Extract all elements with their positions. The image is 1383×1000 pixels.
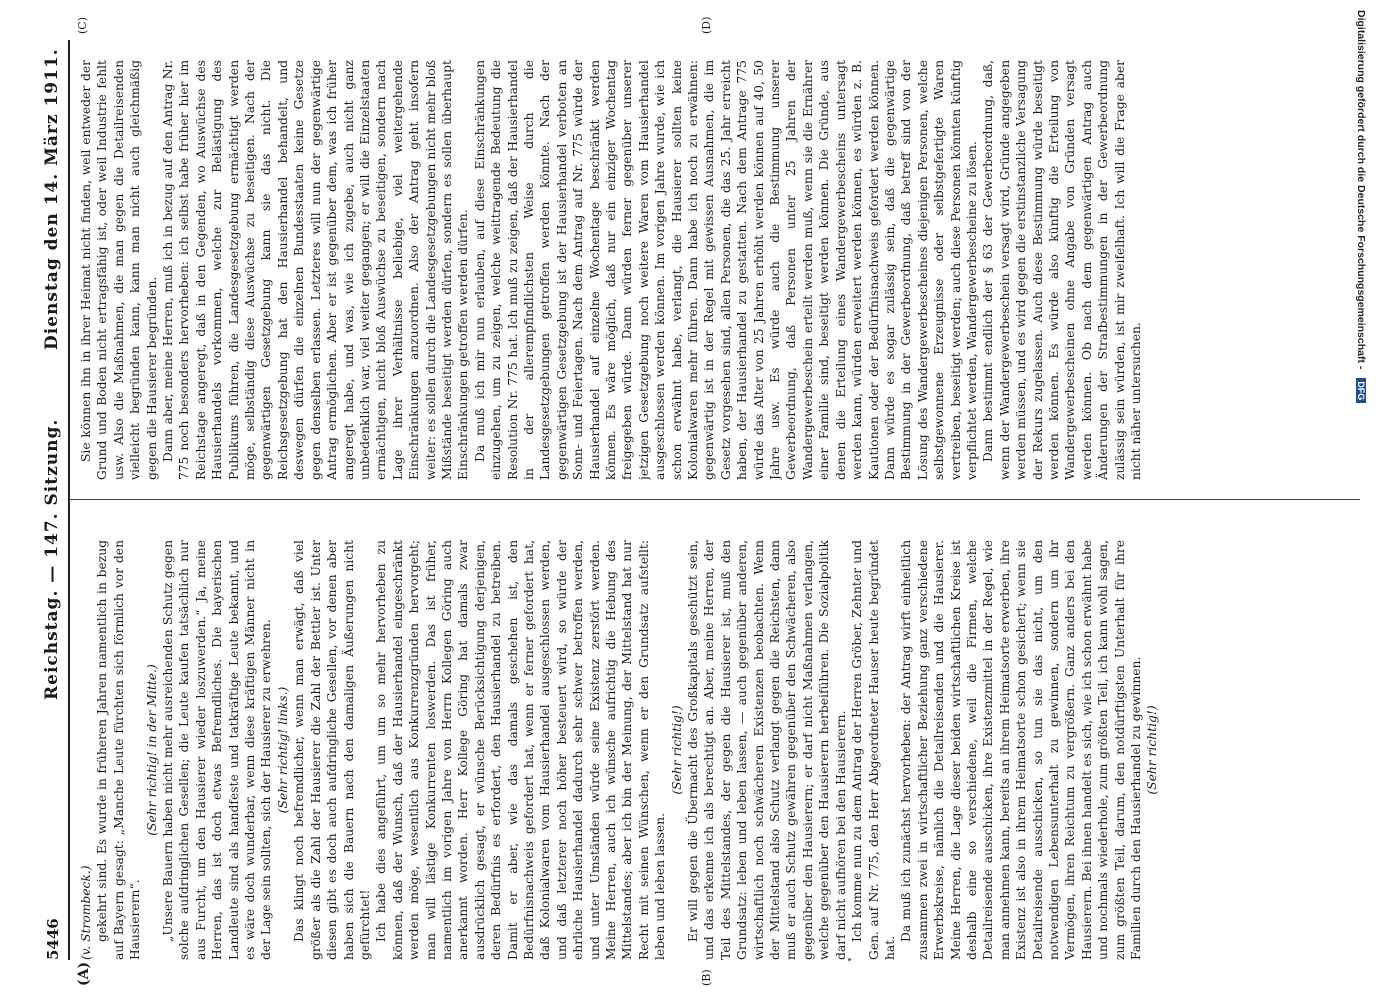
left-paragraph: Ich habe dies angeführt, um um so mehr hervorheben zu können, daß der Wunsch, daß der Hausierhandel eingeschränkt werden möge, wesentlich aus Konkurrenzgründen hervorgeht; man will lästige Konkurrenten loswerden. Das ist früher, namentlich im vorigen Jahre von Herrn Kollegen Göring auch anerkannt worden. Herr Kollege Göring hat damals zwar ausdrücklich gesagt, er wünsche Berücksichtigung derjenigen, deren Bedürfnis es erfordert, den Hausierhandel zu betreiben. Damit er aber, wie das damals geschehen ist, den Bedürfnisnachweis gefordert hat, wenn er ferner gefordert hat, daß Kolonialwaren vom Hausierhandel ausgeschlossen werden, und daß letzterer noch höher besteuert wird, so würde der ehrliche Hausierhandel dadurch sehr schwer betroffen werden, und unter Umständen würde seine Existenz zerstört werden. Meine Herren, auch ich wünsche aufrichtig die Hebung des Mittelstandes; aber ich bin der Meinung, der Mittelstand hat nur Recht mit seinen Wünschen, wenn er den Grundsatz aufstellt: leben und leben lassen. xyxy=(374,540,668,960)
header-rule xyxy=(68,40,70,960)
left-paragraph: Da muß ich zunächst hervorheben: der Antrag wirft einheitlich zusammen zwei in wirtschaftlicher Beziehung ganz verschiedene Erwerbskreise, nämlich die Detailreisenden und die Hausierer. Meine Herren, die Lage dieser beiden wirtschaftlichen Kreise ist deshalb eine so verschiedene, weil die Firmen, welche Detailreisende ausschicken, ihre Existenzmittel in der Regel, wie man annehmen kann, bereits an ihrem Heimatsorte erwerben, ihre Existenz ist also in ihrem Heimatsorte schon gesichert; wenn sie Detailreisende ausschicken, so tun sie das nicht, um den notwendigen Lebensunterhalt zu gewinnen, sondern um ihr Vermögen, ihren Reichtum zu vergrößern. Ganz anders bei den Hausierern. Bei ihnen handelt es sich, wie ich schon erwähnt habe und nochmals wiederhole, zum größten Teil, ich kann wohl sagen, zum größten Teil, darum, den notdürftigsten Unterhalt für ihre Familien durch den Hausierhandel zu gewinnen. xyxy=(899,540,1143,960)
left-paragraph: Das klingt noch befremdlicher, wenn man erwägt, daß viel größer als die Zahl der Hausierer die Zahl der Bettler ist. Unter diesen gibt es doch auch aufdringliche Gesellen, vor denen aber haben sich die Bauern nach den damaligen Äußerungen nicht gefürchtet! xyxy=(292,540,372,960)
interjection: (Sehr richtig!) xyxy=(1145,705,1160,795)
speaker-label: (v. Strombeck.) xyxy=(79,865,93,960)
right-paragraph: Dann aber, meine Herren, muß ich in bezug auf den Antrag Nr. 775 noch besonders hervorheben: ich selbst habe früher hier im Reichstage angeregt, daß in den Gegenden, wo Auswüchse des Hausierhandels vorkommen, welche zur Belästigung des Publikums führen, die Landesgesetzgebung ermächtigt werden möge, selbständig diese Auswüchse zu beseitigen. Nach der gegenwärtigen Gesetzgebung kann sie das nicht. Die Reichsgesetzgebung hat den Hausierhandel behandelt, und deswegen dürfen die einzelnen Bundesstaaten keine Gesetze gegen denselben erlassen. Letzteres will nun der gegenwärtige Antrag ermöglichen. Aber er ist gegenüber dem, was ich früher angeregt habe, und was, wie ich zugebe, auch nicht ganz unbedenklich war, viel weiter gegangen; er will die Einzelstaaten ermächtigen, nicht bloß Auswüchse zu beseitigen, sondern nach Lage ihrer Verhältnisse beliebige, viel weitergehende Einschränkungen anzuordnen. Also der Antrag geht insofern weiter: es sollen durch die Landesgesetzgebungen nicht mehr bloß Mißstände beseitigt werden dürfen, sondern es sollen überhaupt Einschränkungen getroffen werden dürfen. xyxy=(161,60,471,480)
left-paragraph: gekehrt sind. Es wurde in früheren Jahren namentlich in bezug auf Bayern gesagt: „Manche Leute fürchten sich förmlich vor den Hausierern“. xyxy=(95,540,143,960)
margin-marker-d: (D) xyxy=(700,16,713,34)
margin-marker-c: (C) xyxy=(76,17,89,34)
digitization-text: Digitalisierung gefördert durch die Deutsche Forschungsgemeinschaft - xyxy=(1355,10,1367,370)
interjection: (Sehr richtig! in der Mitte.) xyxy=(144,664,159,836)
left-column xyxy=(78,540,1348,960)
scan-speck xyxy=(848,958,851,961)
left-paragraph: Ich komme nun zu dem Antrag der Herren Gröber, Zehnter und Gen. auf Nr. 775, den Herr Abgeordneter Hauser heute begründet hat. xyxy=(850,540,897,960)
left-paragraph: „Unsere Bauern haben nicht mehr ausreichenden Schutz gegen solche aufdringlichen Gesellen; die Leute kaufen tatsächlich nur aus Furcht, um den Hausierer wieder loszuwerden.“ Ja, meine Herren, das ist doch etwas Befremdliches. Die bayerischen Landleute sind als handfeste und tatkräftige Leute bekannt, und es wäre doch wunderbar, wenn diese kräftigen Männer nicht in der Lage sein sollten, sich der Hausierer zu erwehren. xyxy=(161,540,274,960)
left-paragraph: Er will gegen die Übermacht des Großkapitals geschützt sein, und das erkenne ich als berechtigt an. Aber, meine Herren, der Teil des Mittelstandes, der gegen die Hausierer ist, muß den Grundsatz: leben und leben lassen, — auch gegenüber anderen, wirtschaftlich noch schwächeren Existenzen beobachten. Wenn der Mittelstand also Schutz verlangt gegen die Reichsten, dann muß er auch Schutz gewähren gegenüber den Schwächeren, also gegenüber den Hausierern; er darf nicht Maßnahmen verlangen, welche gegenüber den Hausierern herbeiführen. Die Sozialpolitik darf nicht aufhören bei den Hausierern. xyxy=(686,540,848,960)
page-header xyxy=(0,0,70,1000)
interjection: (Sehr richtig!) xyxy=(669,705,684,795)
dfg-logo: DFG xyxy=(1356,378,1366,403)
right-paragraph: Dann bestimmt endlich der § 63 der Gewerbeordnung, daß, wenn der Wandergewerbeschein versagt wird, Gründe angegeben werden müssen, und es wird gegen die erstinstanzliche Versagung der Rekurs zugelassen. Auch diese Bestimmung würde beseitigt werden können. Es würde also künftig die Erteilung von Wandergewerbescheinen ohne Angabe von Gründen versagt werden können. Ob nach dem gegenwärtigen Antrag auch Änderungen der Strafbestimmungen in der Gewerbeordnung zulässig sein würden, ist mir zweifelhaft. Ich will die Frage aber nicht näher untersuchen. xyxy=(981,60,1143,480)
margin-marker-b: (B) xyxy=(700,969,713,986)
right-paragraph: Sie können ihn in ihrer Heimat nicht finden, weil entweder der Grund und Boden nicht ertragsfähig ist, oder weil Industrie fehlt usw. Also die Maßnahmen, die man gegen die Detailreisenden vielleicht begründen kann, kann man nicht auch gleichmäßig gegen die Hausierer begründen. xyxy=(79,60,159,480)
right-column xyxy=(78,60,1348,480)
page-number: 5446 xyxy=(44,918,62,960)
margin-marker-a: (A) xyxy=(76,961,92,986)
digitization-note xyxy=(1345,10,1375,990)
session-date: Dienstag den 14. März 1911. xyxy=(42,48,62,350)
right-paragraph: Da muß ich mir nun erlauben, auf diese Einschränkungen einzugehen, um zu zeigen, welche weittragende Bedeutung die Resolution Nr. 775 hat. Ich muß zu zeigen, daß der Hausierhandel in der allerempfindlichsten Weise durch die Landesgesetzgebungen getroffen werden könnte. Nach der gegenwärtigen Gesetzgebung ist der Hausierhandel verboten an Sonn- und Feiertagen. Nach dem Antrag auf Nr. 775 würde der Hausierhandel auf einzelne Wochentage beschränkt werden können. Es wäre möglich, daß nur ein einziger Wochentag freigegeben würde. Dann würden ferner gegenüber unserer jetzigen Gesetzgebung noch weitere Waren vom Hausierhandel ausgeschlossen werden können. Im vorigen Jahre wurde, wie ich schon erwähnt habe, verlangt, die Hausierer sollten keine Kolonialwaren mehr führen. Dann habe ich noch zu erwähnen: gegenwärtig ist in der Regel mit gewissen Ausnahmen, die im Gesetz vorgesehen sind, allen Personen, die das 25. Jahr erreicht haben, der Hausierhandel zu gestatten. Nach dem Antrage 775 würde das Alter von 25 Jahren erhöht werden können auf 40, 50 Jahre usw. Es würde auch die Bestimmung unserer Gewerbeordnung, daß Personen unter 25 Jahren der Wandergewerbeschein erteilt werden muß, wenn sie die Ernährer einer Familie sind, beseitigt werden können. Die Gründe, aus denen die Erteilung eines Wandergewerbescheins untersagt werden kann, würden erweitert werden können, es würden z. B. Kautionen oder der Bedürfnisnachweis gefordert werden können. Dann würde es sogar zulässig sein, daß die gegenwärtige Bestimmung in der Gewerbeordnung, daß betreff sind von der Lösung des Wandergewerbescheines diejenigen Personen, welche selbstgewonnene Erzeugnisse oder selbstgefertigte Waren vertreiben, beseitigt werden; auch diese Personen könnten künftig verpflichtet werden, Wandergewerbescheine zu lösen. xyxy=(472,60,979,480)
session-title: Reichstag. — 147. Sitzung. xyxy=(42,418,62,700)
interjection: (Sehr richtig! links.) xyxy=(275,686,290,814)
column-divider xyxy=(70,499,1360,500)
